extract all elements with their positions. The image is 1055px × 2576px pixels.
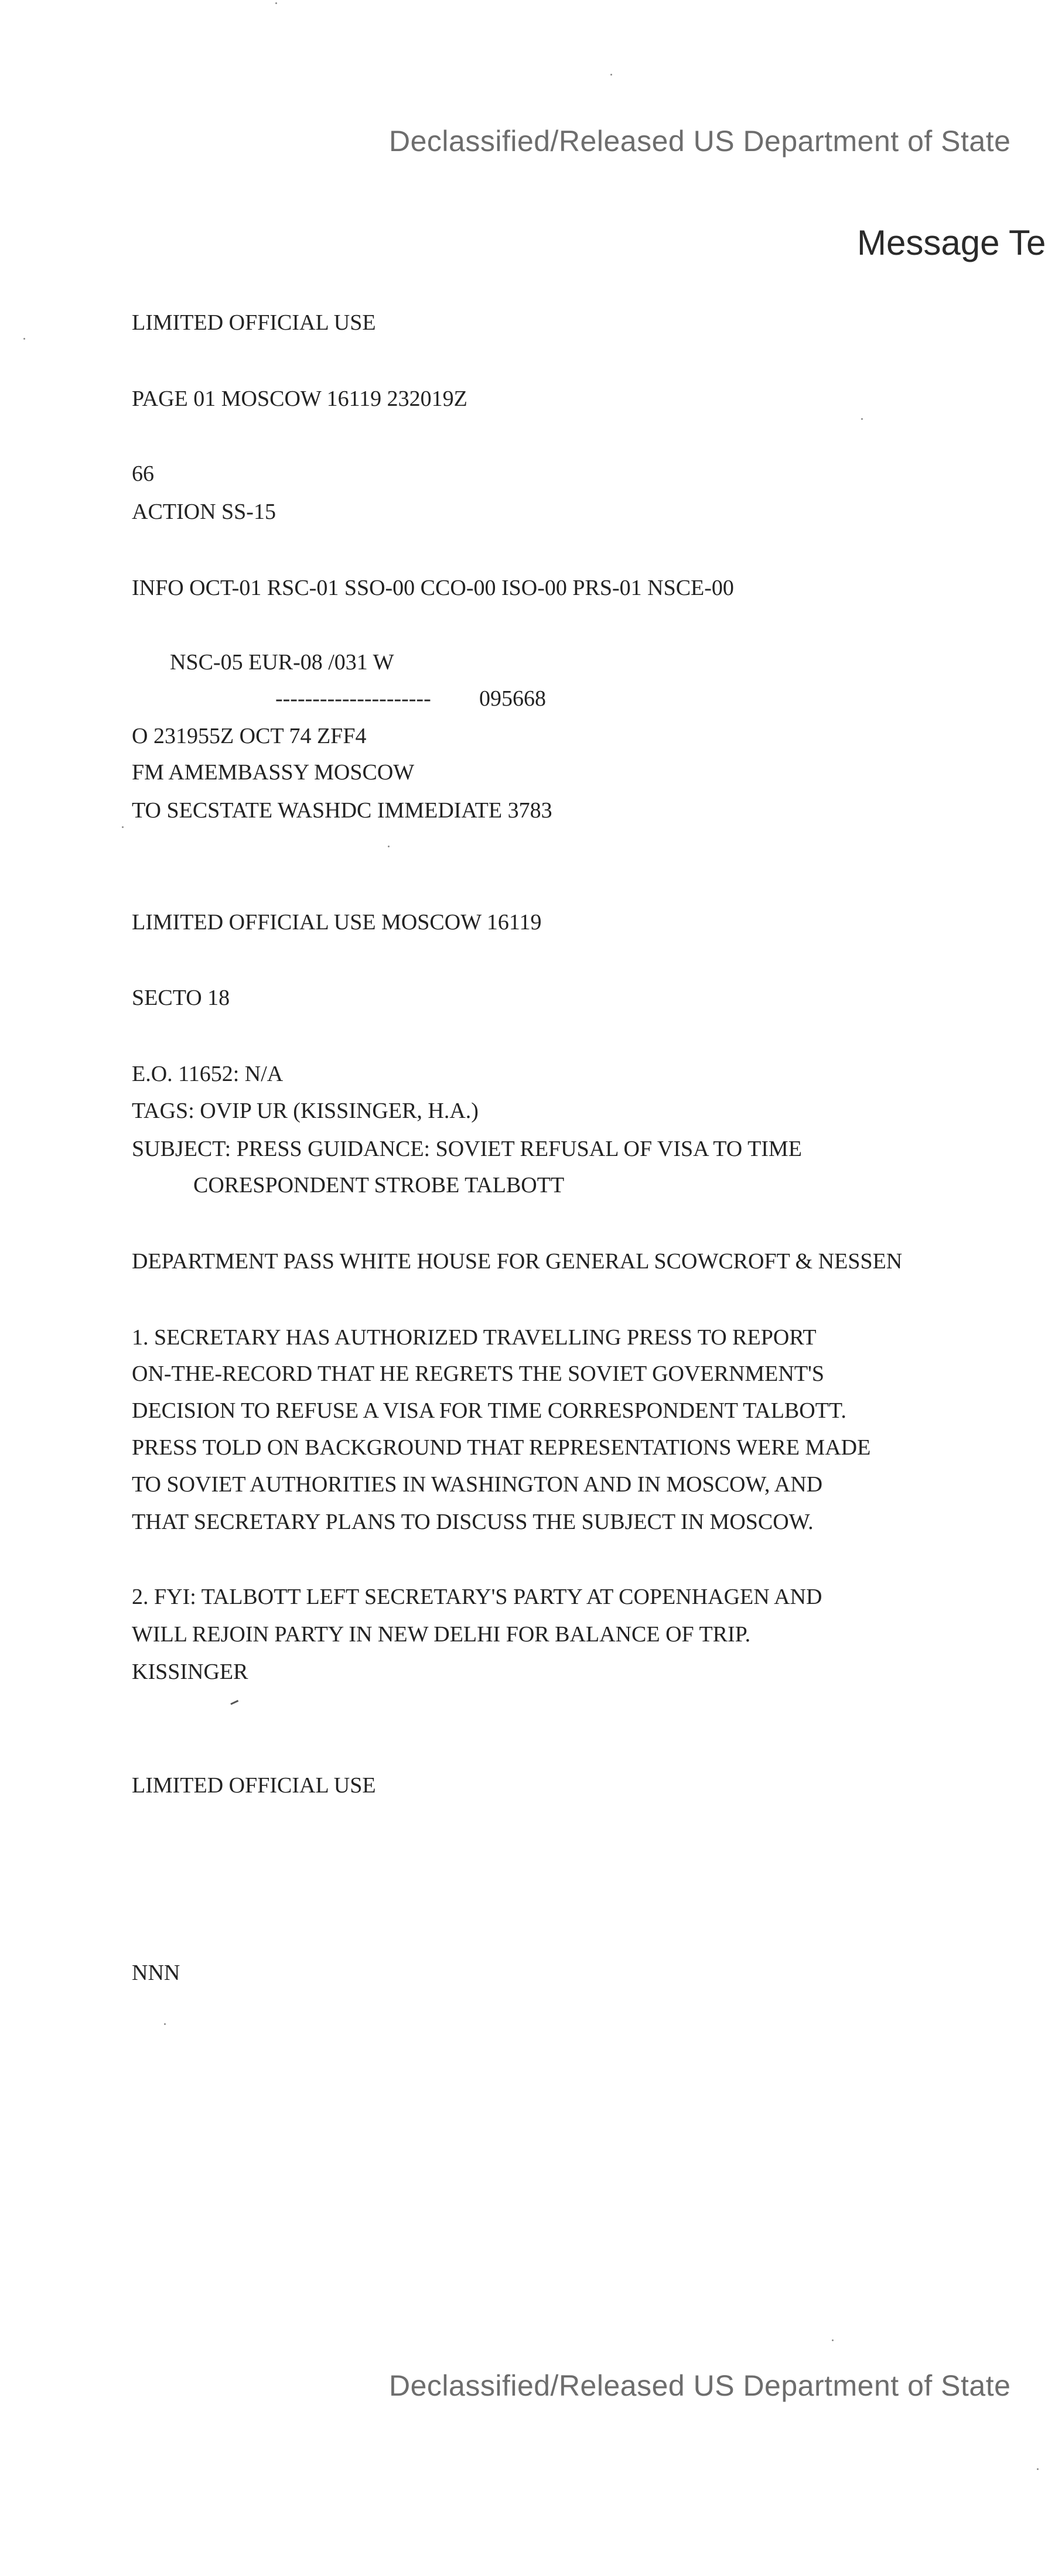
signature: KISSINGER [132, 1660, 248, 1684]
scan-speck [23, 338, 25, 340]
declassified-footer-banner: Declassified/Released US Department of State [389, 2369, 1011, 2402]
executive-order-line: E.O. 11652: N/A [132, 1062, 284, 1086]
scan-speck [275, 2, 277, 4]
subject-line: SUBJECT: PRESS GUIDANCE: SOVIET REFUSAL OF VISA TO TIME [132, 1137, 802, 1161]
paragraph-2-line: 2. FYI: TALBOTT LEFT SECRETARY'S PARTY AT COPENHAGEN AND [132, 1585, 822, 1609]
declassified-header-banner: Declassified/Released US Department of State [389, 125, 1011, 158]
scan-speck [388, 846, 390, 847]
info-line-continued: NSC-05 EUR-08 /031 W [170, 650, 394, 675]
to-line: TO SECSTATE WASHDC IMMEDIATE 3783 [132, 798, 552, 823]
classification-top: LIMITED OFFICIAL USE [132, 310, 376, 335]
precedence-code: 66 [132, 461, 154, 486]
tags-line: TAGS: OVIP UR (KISSINGER, H.A.) [132, 1099, 479, 1123]
date-time-group: O 231955Z OCT 74 ZFF4 [132, 724, 367, 748]
scan-speck [1037, 2468, 1039, 2470]
handwritten-tick-mark [229, 1696, 238, 1705]
classification-bottom: LIMITED OFFICIAL USE [132, 1773, 376, 1798]
paragraph-1-line: 1. SECRETARY HAS AUTHORIZED TRAVELLING PRESS TO REPORT [132, 1325, 817, 1350]
paragraph-1-line: ON-THE-RECORD THAT HE REGRETS THE SOVIET GOVERNMENT'S [132, 1361, 825, 1386]
end-marker: NNN [132, 1961, 180, 1985]
page-line: PAGE 01 MOSCOW 16119 232019Z [132, 386, 467, 411]
from-line: FM AMEMBASSY MOSCOW [132, 760, 415, 785]
department-pass-line: DEPARTMENT PASS WHITE HOUSE FOR GENERAL SCOWCROFT & NESSEN [132, 1249, 903, 1274]
scan-speck [164, 2023, 166, 2025]
paragraph-1-line: PRESS TOLD ON BACKGROUND THAT REPRESENTATIONS WERE MADE [132, 1435, 871, 1460]
classification-reference: LIMITED OFFICIAL USE MOSCOW 16119 [132, 910, 542, 935]
serial-number: 095668 [479, 686, 546, 711]
scan-speck [610, 74, 612, 76]
message-text-title: Message Te [857, 223, 1046, 262]
action-line: ACTION SS-15 [132, 500, 276, 524]
paragraph-1-line: THAT SECRETARY PLANS TO DISCUSS THE SUBJECT IN MOSCOW. [132, 1510, 814, 1534]
paragraph-1-line: TO SOVIET AUTHORITIES IN WASHINGTON AND IN MOSCOW, AND [132, 1472, 823, 1497]
paragraph-1-line: DECISION TO REFUSE A VISA FOR TIME CORRESPONDENT TALBOTT. [132, 1398, 846, 1423]
subject-line-continued: CORESPONDENT STROBE TALBOTT [193, 1173, 565, 1198]
paragraph-2-line: WILL REJOIN PARTY IN NEW DELHI FOR BALANCE OF TRIP. [132, 1622, 751, 1647]
scan-speck [861, 418, 863, 420]
separator-dashes: --------------------- [275, 686, 431, 711]
scan-speck [122, 826, 124, 828]
scan-speck [832, 2339, 834, 2341]
info-line: INFO OCT-01 RSC-01 SSO-00 CCO-00 ISO-00 PRS-01 NSCE-00 [132, 576, 734, 600]
secto-line: SECTO 18 [132, 986, 230, 1010]
